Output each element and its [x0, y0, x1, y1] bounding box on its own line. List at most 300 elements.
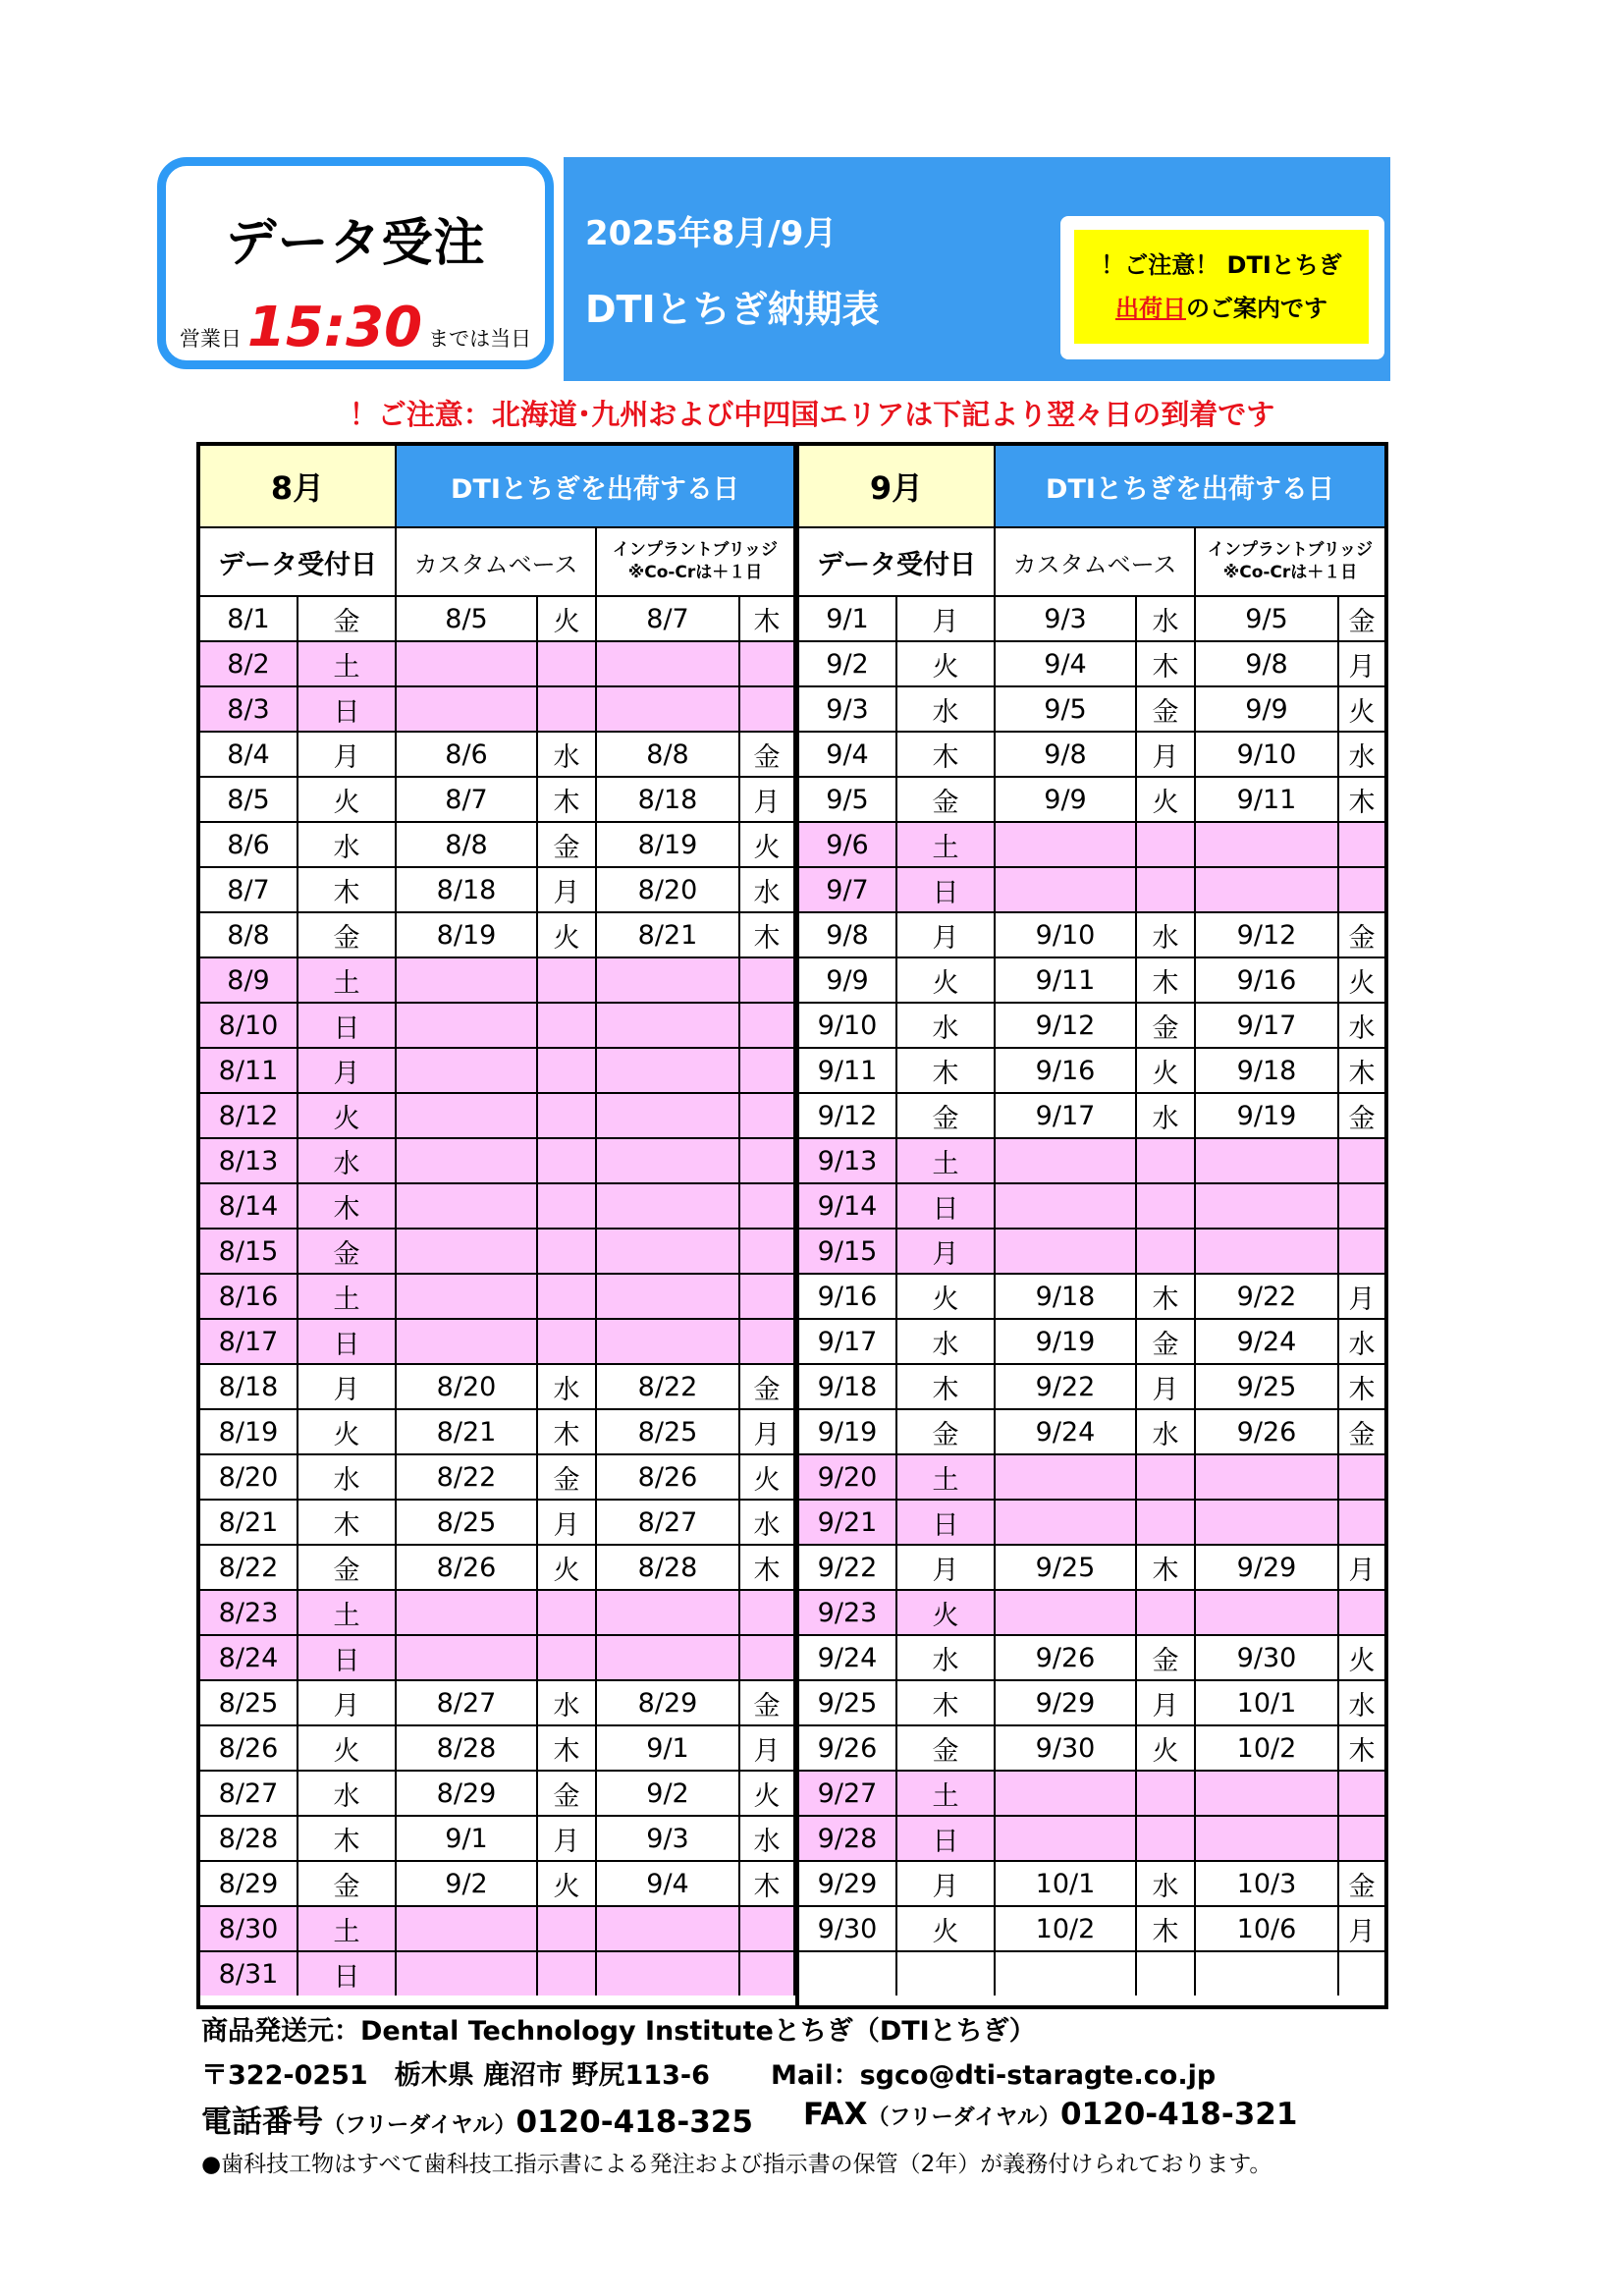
august-receive-date: 8/31: [200, 1952, 298, 1995]
september-receive-weekday: 木: [897, 1049, 996, 1094]
august-receive-date: 8/9: [200, 958, 298, 1004]
september-implant-weekday: 木: [1339, 1049, 1384, 1094]
september-implant-weekday: 木: [1339, 1726, 1384, 1772]
august-receive-weekday: 土: [298, 1591, 397, 1636]
august-custom-base-weekday: 水: [538, 1365, 597, 1410]
september-receive-date: 9/30: [799, 1907, 897, 1952]
september-receive-date: 9/18: [799, 1365, 897, 1410]
september-custom-base-date: [996, 868, 1137, 913]
september-implant-header: [1196, 528, 1384, 597]
september-custom-base-weekday: 火: [1137, 1049, 1196, 1094]
september-custom-base-date: [996, 823, 1137, 868]
september-receive-weekday: 火: [897, 1907, 996, 1952]
august-implant-date: 8/21: [597, 913, 740, 958]
september-implant-date: [1196, 1455, 1339, 1501]
september-custom-base-date: 9/26: [996, 1636, 1137, 1681]
september-custom-base-weekday: 水: [1137, 913, 1196, 958]
september-custom-base-weekday: 水: [1137, 1410, 1196, 1455]
september-custom-base-date: 9/19: [996, 1320, 1137, 1365]
august-implant-weekday: 火: [740, 823, 795, 868]
september-ship-header: DTIとちぎを出荷する日: [996, 446, 1384, 528]
august-receive-weekday: 水: [298, 1772, 397, 1817]
august-custom-base-date: 9/1: [397, 1817, 538, 1862]
august-implant-weekday: 火: [740, 1455, 795, 1501]
august-implant-weekday: [740, 1004, 795, 1049]
september-receive-weekday: 月: [897, 913, 996, 958]
august-implant-weekday: 月: [740, 1726, 795, 1772]
september-custom-base-weekday: 月: [1137, 733, 1196, 778]
august-implant-date: 9/4: [597, 1862, 740, 1907]
september-implant-date: 9/12: [1196, 913, 1339, 958]
september-custom-base-date: 9/12: [996, 1004, 1137, 1049]
september-receive-weekday: 金: [897, 778, 996, 823]
august-custom-base-weekday: [538, 1184, 597, 1230]
august-implant-date: [597, 1275, 740, 1320]
august-implant-weekday: [740, 958, 795, 1004]
august-custom-base-date: 9/2: [397, 1862, 538, 1907]
august-implant-weekday: [740, 1907, 795, 1952]
august-custom-base-date: [397, 1636, 538, 1681]
august-receive-weekday: 金: [298, 1862, 397, 1907]
september-custom-base-date: 9/18: [996, 1275, 1137, 1320]
august-implant-date: 9/2: [597, 1772, 740, 1817]
september-implant-date: 10/1: [1196, 1681, 1339, 1726]
august-implant-weekday: 金: [740, 1681, 795, 1726]
september-receive-date: 9/7: [799, 868, 897, 913]
september-receive-weekday: 木: [897, 733, 996, 778]
august-receive-date: 8/6: [200, 823, 298, 868]
september-implant-date: 9/19: [1196, 1094, 1339, 1139]
september-custom-base-weekday: [1137, 1591, 1196, 1636]
august-receive-date: 8/25: [200, 1681, 298, 1726]
september-implant-weekday: 月: [1339, 1546, 1384, 1591]
august-custom-base-weekday: [538, 1139, 597, 1184]
august-receive-weekday: 土: [298, 1275, 397, 1320]
september-receive-date: 9/26: [799, 1726, 897, 1772]
august-implant-date: 8/28: [597, 1546, 740, 1591]
august-receive-date: 8/20: [200, 1455, 298, 1501]
september-implant-date: [1196, 1184, 1339, 1230]
august-receive-weekday: 日: [298, 1636, 397, 1681]
september-implant-date: [1196, 823, 1339, 868]
september-receive-weekday: [897, 1952, 996, 1995]
september-custom-base-weekday: 火: [1137, 1726, 1196, 1772]
august-implant-date: 8/8: [597, 733, 740, 778]
august-custom-base-date: 8/27: [397, 1681, 538, 1726]
address: 〒322-0251 栃木県 鹿沼市 野尻113-6: [201, 2060, 710, 2091]
september-implant-weekday: 金: [1339, 1410, 1384, 1455]
september-custom-base-date: 9/16: [996, 1049, 1137, 1094]
september-implant-weekday: 月: [1339, 642, 1384, 687]
september-implant-date: 10/6: [1196, 1907, 1339, 1952]
september-receive-date: 9/19: [799, 1410, 897, 1455]
september-custom-base-weekday: [1137, 1455, 1196, 1501]
august-implant-weekday: 木: [740, 1862, 795, 1907]
september-receive-weekday: 日: [897, 1817, 996, 1862]
august-receive-weekday: 水: [298, 823, 397, 868]
september-receive-weekday: 金: [897, 1726, 996, 1772]
september-implant-weekday: 水: [1339, 1320, 1384, 1365]
september-custom-base-weekday: [1137, 1184, 1196, 1230]
august-implant-weekday: [740, 1094, 795, 1139]
september-custom-base-date: [996, 1184, 1137, 1230]
august-custom-base-date: 8/22: [397, 1455, 538, 1501]
august-receive-date: 8/30: [200, 1907, 298, 1952]
august-implant-weekday: 金: [740, 1365, 795, 1410]
august-receive-weekday: 水: [298, 1139, 397, 1184]
august-custom-base-weekday: [538, 1230, 597, 1275]
august-custom-base-date: 8/29: [397, 1772, 538, 1817]
september-custom-base-weekday: 水: [1137, 1862, 1196, 1907]
september-receive-date: 9/22: [799, 1546, 897, 1591]
september-custom-base-date: 9/17: [996, 1094, 1137, 1139]
august-receive-weekday: 日: [298, 1952, 397, 1995]
september-implant-weekday: 金: [1339, 913, 1384, 958]
september-implant-date: 10/2: [1196, 1726, 1339, 1772]
september-receive-date: 9/9: [799, 958, 897, 1004]
phone-free-label: （フリーダイヤル）: [323, 2113, 516, 2138]
september-receive-date: 9/8: [799, 913, 897, 958]
september-custom-base-weekday: 木: [1137, 642, 1196, 687]
september-implant-date: [1196, 1952, 1339, 1995]
august-implant-date: [597, 1230, 740, 1275]
september-receive-date: 9/25: [799, 1681, 897, 1726]
august-receive-date: 8/23: [200, 1591, 298, 1636]
august-custom-base-weekday: [538, 1636, 597, 1681]
september-implant-date: 9/30: [1196, 1636, 1339, 1681]
notice-box: [1060, 216, 1384, 359]
september-receive-weekday: 土: [897, 1772, 996, 1817]
september-receive-date: 9/16: [799, 1275, 897, 1320]
september-implant-weekday: [1339, 1772, 1384, 1817]
august-receive-weekday: 月: [298, 1049, 397, 1094]
notice-highlight: 出荷日: [1115, 295, 1186, 322]
august-implant-weekday: 火: [740, 1772, 795, 1817]
august-implant-date: 8/27: [597, 1501, 740, 1546]
august-implant-note: ※Co-Crは＋１日: [627, 563, 763, 582]
august-custom-base-weekday: 火: [538, 913, 597, 958]
august-custom-base-date: [397, 958, 538, 1004]
september-receive-date: 9/5: [799, 778, 897, 823]
september-receive-weekday: 月: [897, 597, 996, 642]
august-receive-weekday: 木: [298, 1501, 397, 1546]
august-custom-base-date: [397, 1952, 538, 1995]
september-implant-weekday: 金: [1339, 1094, 1384, 1139]
august-custom-base-date: 8/25: [397, 1501, 538, 1546]
regional-warning: ！ご注意：北海道･九州および中四国エリアは下記より翌々日の到着です: [349, 398, 1275, 431]
september-receive-weekday: 土: [897, 1455, 996, 1501]
august-receive-date: 8/26: [200, 1726, 298, 1772]
august-implant-weekday: [740, 1049, 795, 1094]
august-implant-date: [597, 1139, 740, 1184]
september-receive-date: 9/23: [799, 1591, 897, 1636]
fax-label: FAX: [803, 2097, 868, 2132]
september-receive-weekday: 金: [897, 1094, 996, 1139]
sender-info: 商品発送元：Dental Technology Instituteとちぎ（DTIとちぎ）: [201, 2016, 1036, 2047]
august-custom-base-weekday: 金: [538, 823, 597, 868]
august-custom-base-date: [397, 642, 538, 687]
deadline-suffix: までは当日: [428, 327, 532, 351]
august-receive-date: 8/5: [200, 778, 298, 823]
september-implant-weekday: 月: [1339, 1907, 1384, 1952]
order-type-box: [157, 157, 554, 369]
august-custom-base-weekday: 火: [538, 1546, 597, 1591]
august-implant-date: [597, 1320, 740, 1365]
august-custom-base-date: 8/8: [397, 823, 538, 868]
august-receive-weekday: 土: [298, 642, 397, 687]
september-implant-date: [1196, 1230, 1339, 1275]
phone-number: 0120-418-325: [515, 2105, 753, 2140]
phone: [201, 2097, 753, 2141]
august-custom-base-date: 8/20: [397, 1365, 538, 1410]
september-receive-weekday: 水: [897, 1004, 996, 1049]
august-custom-base-weekday: 水: [538, 1681, 597, 1726]
september-implant-weekday: 水: [1339, 733, 1384, 778]
september-custom-base-date: [996, 1501, 1137, 1546]
august-implant-weekday: [740, 1184, 795, 1230]
august-receive-date: 8/3: [200, 687, 298, 733]
september-custom-base-date: 9/4: [996, 642, 1137, 687]
september-receive-date: 9/2: [799, 642, 897, 687]
august-implant-weekday: [740, 1636, 795, 1681]
august-implant-weekday: 木: [740, 597, 795, 642]
legal-note: ●歯科技工物はすべて歯科技工指示書による発注および指示書の保管（2年）が義務付けられております。: [201, 2152, 1272, 2177]
august-ship-header: DTIとちぎを出荷する日: [397, 446, 795, 528]
september-implant-date: 9/11: [1196, 778, 1339, 823]
page-title: データ受注: [225, 214, 486, 273]
september-implant-date: 9/17: [1196, 1004, 1339, 1049]
august-custom-base-weekday: [538, 1049, 597, 1094]
august-receive-weekday: 火: [298, 1410, 397, 1455]
august-implant-date: [597, 1591, 740, 1636]
august-receive-date: 8/13: [200, 1139, 298, 1184]
august-label: 8月: [200, 446, 397, 528]
august-custom-base-weekday: [538, 1320, 597, 1365]
fax: [803, 2097, 1297, 2132]
august-implant-date: 9/3: [597, 1817, 740, 1862]
august-implant-date: 8/20: [597, 868, 740, 913]
august-custom-base-date: [397, 1320, 538, 1365]
august-receive-date: 8/19: [200, 1410, 298, 1455]
august-implant-date: 8/22: [597, 1365, 740, 1410]
september-custom-base-weekday: [1137, 1501, 1196, 1546]
august-implant-weekday: [740, 1952, 795, 1995]
september-receive-weekday: 水: [897, 1320, 996, 1365]
year-month: 2025年8月/9月: [585, 214, 838, 253]
september-custom-base-date: 9/5: [996, 687, 1137, 733]
august-custom-base-weekday: 火: [538, 1862, 597, 1907]
september-receive-date: 9/11: [799, 1049, 897, 1094]
september-custom-base-header: カスタムベース: [996, 528, 1196, 597]
september-custom-base-date: 9/3: [996, 597, 1137, 642]
august-implant-date: 9/1: [597, 1726, 740, 1772]
august-implant-weekday: 月: [740, 1410, 795, 1455]
august-receive-date: 8/17: [200, 1320, 298, 1365]
august-receive-date: 8/22: [200, 1546, 298, 1591]
september-receive-weekday: 日: [897, 868, 996, 913]
september-receive-date: 9/6: [799, 823, 897, 868]
september-receive-date: 9/21: [799, 1501, 897, 1546]
august-receive-date: 8/7: [200, 868, 298, 913]
august-custom-base-weekday: 火: [538, 597, 597, 642]
header-banner: [564, 157, 1390, 381]
august-implant-label: インプラントブリッジ: [612, 540, 779, 560]
september-custom-base-date: 9/8: [996, 733, 1137, 778]
august-custom-base-weekday: 木: [538, 1410, 597, 1455]
september-receive-weekday: 木: [897, 1681, 996, 1726]
september-implant-weekday: [1339, 1501, 1384, 1546]
august-custom-base-weekday: [538, 958, 597, 1004]
september-label: 9月: [799, 446, 996, 528]
august-receive-weekday: 水: [298, 1455, 397, 1501]
september-receive-date: 9/28: [799, 1817, 897, 1862]
september-custom-base-weekday: [1137, 1772, 1196, 1817]
september-implant-weekday: [1339, 1455, 1384, 1501]
september-custom-base-date: 9/30: [996, 1726, 1137, 1772]
september-custom-base-date: 10/1: [996, 1862, 1137, 1907]
september-implant-weekday: 金: [1339, 1862, 1384, 1907]
september-receive-date: 9/24: [799, 1636, 897, 1681]
september-custom-base-weekday: 月: [1137, 1365, 1196, 1410]
september-implant-label: インプラントブリッジ: [1207, 540, 1374, 560]
august-receive-date: 8/2: [200, 642, 298, 687]
august-receive-date: 8/8: [200, 913, 298, 958]
august-custom-base-weekday: 金: [538, 1455, 597, 1501]
august-implant-date: [597, 1907, 740, 1952]
phone-label: 電話番号: [201, 2105, 323, 2140]
september-receive-weekday: 火: [897, 958, 996, 1004]
september-implant-date: 9/18: [1196, 1049, 1339, 1094]
september-implant-weekday: 水: [1339, 1681, 1384, 1726]
august-custom-base-date: [397, 1591, 538, 1636]
august-custom-base-date: [397, 1049, 538, 1094]
september-implant-weekday: 木: [1339, 778, 1384, 823]
august-custom-base-date: [397, 1275, 538, 1320]
september-receive-date: 9/13: [799, 1139, 897, 1184]
september-receive-weekday: 火: [897, 1591, 996, 1636]
august-custom-base-weekday: [538, 642, 597, 687]
august-implant-weekday: [740, 642, 795, 687]
september-custom-base-date: 9/29: [996, 1681, 1137, 1726]
august-custom-base-date: [397, 1139, 538, 1184]
august-implant-weekday: 水: [740, 868, 795, 913]
august-custom-base-weekday: [538, 1591, 597, 1636]
september-receive-date: 9/17: [799, 1320, 897, 1365]
august-implant-date: [597, 1636, 740, 1681]
september-custom-base-date: 9/10: [996, 913, 1137, 958]
september-receive-date: 9/14: [799, 1184, 897, 1230]
september-custom-base-weekday: [1137, 1230, 1196, 1275]
august-custom-base-header: カスタムベース: [397, 528, 597, 597]
august-custom-base-weekday: 月: [538, 1817, 597, 1862]
september-implant-date: [1196, 1139, 1339, 1184]
august-receive-weekday: 月: [298, 733, 397, 778]
august-receive-weekday: 金: [298, 1546, 397, 1591]
august-implant-header: [597, 528, 795, 597]
september-receive-weekday: 月: [897, 1862, 996, 1907]
august-custom-base-date: 8/7: [397, 778, 538, 823]
august-custom-base-date: 8/21: [397, 1410, 538, 1455]
september-implant-date: 9/8: [1196, 642, 1339, 687]
september-custom-base-weekday: 水: [1137, 597, 1196, 642]
august-implant-weekday: [740, 1320, 795, 1365]
august-receive-date: 8/12: [200, 1094, 298, 1139]
august-receive-weekday: 金: [298, 597, 397, 642]
august-receive-weekday: 日: [298, 1004, 397, 1049]
august-custom-base-weekday: [538, 687, 597, 733]
august-receive-date: 8/29: [200, 1862, 298, 1907]
september-receive-weekday: 金: [897, 1410, 996, 1455]
august-receive-weekday: 土: [298, 958, 397, 1004]
september-receive-weekday: 水: [897, 1636, 996, 1681]
september-custom-base-weekday: [1137, 868, 1196, 913]
august-receive-date: 8/11: [200, 1049, 298, 1094]
august-implant-weekday: 金: [740, 733, 795, 778]
september-custom-base-weekday: 火: [1137, 778, 1196, 823]
august-receive-weekday: 土: [298, 1907, 397, 1952]
september-custom-base-weekday: 金: [1137, 1004, 1196, 1049]
september-custom-base-weekday: 金: [1137, 1636, 1196, 1681]
september-implant-date: 9/10: [1196, 733, 1339, 778]
august-receive-date: 8/18: [200, 1365, 298, 1410]
september-implant-date: 9/26: [1196, 1410, 1339, 1455]
august-custom-base-weekday: [538, 1952, 597, 1995]
september-custom-base-date: 9/22: [996, 1365, 1137, 1410]
september-implant-weekday: 火: [1339, 1636, 1384, 1681]
august-implant-weekday: [740, 1230, 795, 1275]
august-implant-weekday: 水: [740, 1501, 795, 1546]
august-implant-date: 8/26: [597, 1455, 740, 1501]
september-implant-date: [1196, 1772, 1339, 1817]
september-receive-date: 9/1: [799, 597, 897, 642]
notice-line2-rest: のご案内です: [1186, 295, 1327, 322]
september-custom-base-weekday: 木: [1137, 1907, 1196, 1952]
notice-inner: [1074, 230, 1369, 344]
september-custom-base-weekday: [1137, 1139, 1196, 1184]
august-implant-date: 8/18: [597, 778, 740, 823]
september-custom-base-weekday: 木: [1137, 1275, 1196, 1320]
august-receive-weekday: 火: [298, 778, 397, 823]
september-receive-weekday: 火: [897, 642, 996, 687]
august-implant-weekday: [740, 1275, 795, 1320]
august-receive-date: 8/4: [200, 733, 298, 778]
september-custom-base-date: [996, 1952, 1137, 1995]
september-receive-weekday: 日: [897, 1184, 996, 1230]
august-receive-header: データ受付日: [200, 528, 397, 597]
september-custom-base-date: 9/24: [996, 1410, 1137, 1455]
september-receive-date: 9/27: [799, 1772, 897, 1817]
august-receive-date: 8/27: [200, 1772, 298, 1817]
september-implant-date: 9/16: [1196, 958, 1339, 1004]
august-receive-weekday: 金: [298, 913, 397, 958]
september-custom-base-weekday: 金: [1137, 1320, 1196, 1365]
september-receive-date: 9/20: [799, 1455, 897, 1501]
august-custom-base-date: 8/28: [397, 1726, 538, 1772]
september-receive-weekday: 木: [897, 1365, 996, 1410]
september-implant-weekday: 火: [1339, 958, 1384, 1004]
august-implant-date: [597, 1952, 740, 1995]
august-custom-base-weekday: 水: [538, 733, 597, 778]
september-custom-base-weekday: 木: [1137, 1546, 1196, 1591]
august-custom-base-weekday: 木: [538, 778, 597, 823]
september-custom-base-date: 9/11: [996, 958, 1137, 1004]
september-implant-weekday: [1339, 1952, 1384, 1995]
september-implant-weekday: 金: [1339, 597, 1384, 642]
schedule-name: DTIとちぎ納期表: [585, 288, 880, 331]
september-implant-date: 9/5: [1196, 597, 1339, 642]
september-custom-base-date: [996, 1230, 1137, 1275]
september-implant-date: 10/3: [1196, 1862, 1339, 1907]
